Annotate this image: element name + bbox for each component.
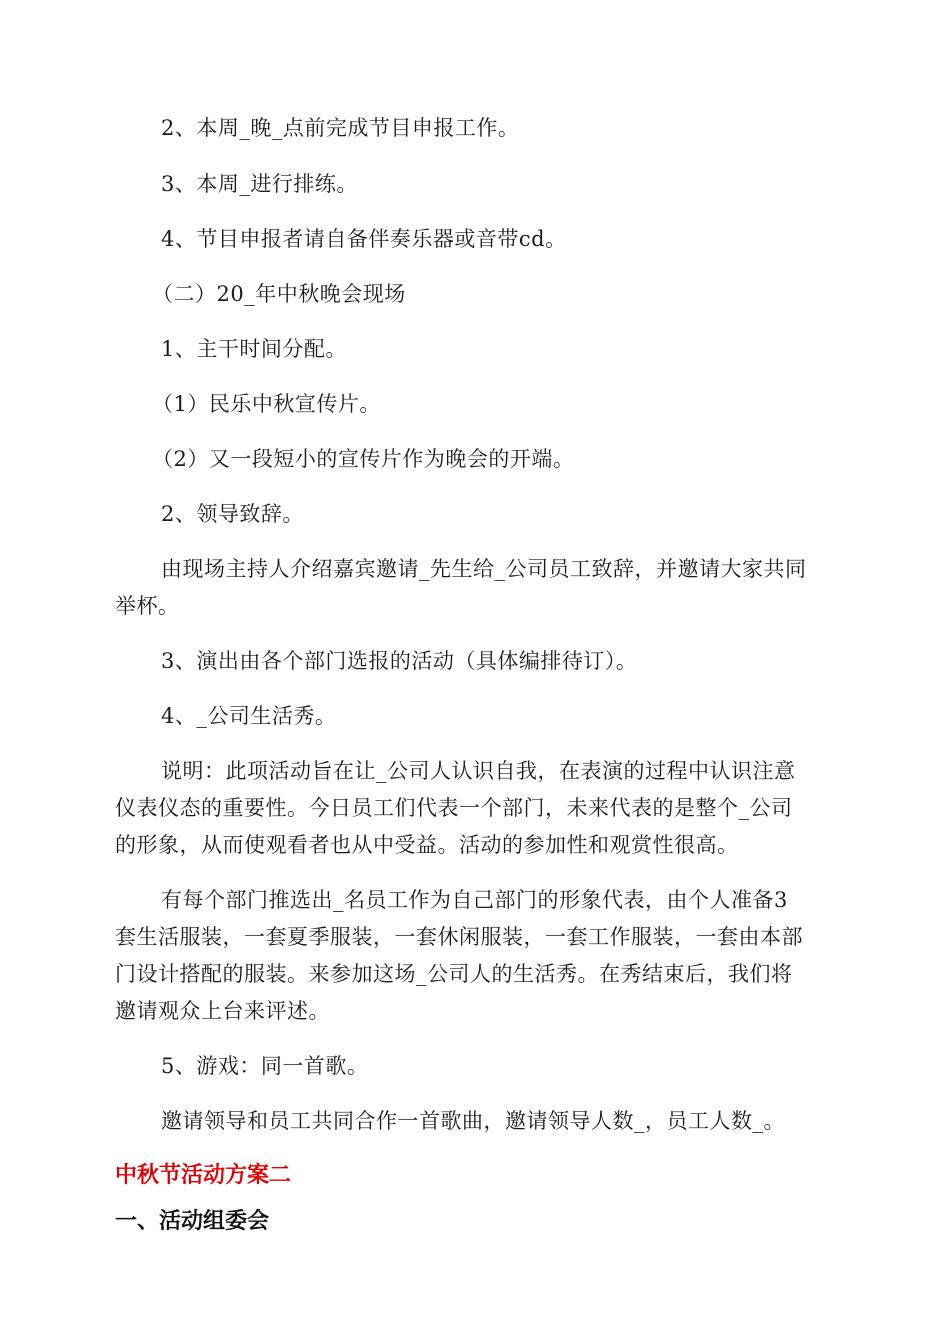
paragraph-line: 邀请领导和员工共同合作一首歌曲，邀请领导人数_，员工人数_。 [161, 1109, 785, 1133]
paragraph-line: 套生活服装，一套夏季服装，一套休闲服装，一套工作服装，一套由本部 [115, 925, 803, 949]
paragraph-line: 仪表仪态的重要性。今日员工们代表一个部门，未来代表的是整个_公司 [115, 796, 793, 820]
paragraph-line: 说明：此项活动旨在让_公司人认识自我，在表演的过程中认识注意 [161, 759, 796, 783]
paragraph-line: 举杯。 [115, 594, 180, 618]
paragraph-line: 4、_公司生活秀。 [161, 704, 337, 728]
paragraph-line: 5、游戏：同一首歌。 [161, 1054, 369, 1078]
paragraph-line: 2、本周_晚_点前完成节目申报工作。 [161, 116, 520, 140]
paragraph-line: 1、主干时间分配。 [161, 337, 347, 361]
paragraph-line: 由现场主持人介绍嘉宾邀请_先生给_公司员工致辞，并邀请大家共同 [161, 557, 807, 581]
paragraph-line: （1）民乐中秋宣传片。 [152, 392, 381, 416]
paragraph-line: （二）20_年中秋晚会现场 [152, 282, 406, 306]
paragraph-line: （2）又一段短小的宣传片作为晚会的开端。 [152, 447, 575, 471]
paragraph-line: 3、演出由各个部门选报的活动（具体编排待订）。 [161, 649, 638, 673]
paragraph-line: 门设计搭配的服装。来参加这场_公司人的生活秀。在秀结束后，我们将 [115, 962, 793, 986]
paragraph-line: 4、节目申报者请自备伴奏乐器或音带cd。 [161, 227, 567, 251]
paragraph-line: 2、领导致辞。 [161, 502, 304, 526]
paragraph-line: 有每个部门推选出_名员工作为自己部门的形象代表，由个人准备3 [161, 888, 788, 912]
paragraph-line: 3、本周_进行排练。 [161, 172, 358, 196]
section-title: 中秋节活动方案二 [115, 1163, 292, 1188]
paragraph-line: 的形象，从而使观看者也从中受益。活动的参加性和观赏性很高。 [115, 833, 739, 857]
subsection-title: 一、活动组委会 [115, 1209, 270, 1234]
paragraph-line: 邀请观众上台来评述。 [115, 999, 330, 1023]
